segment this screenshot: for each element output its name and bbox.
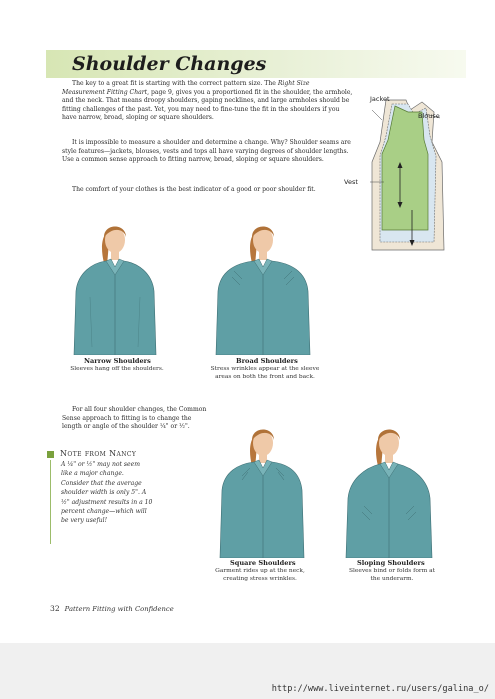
sloping-shoulders-illustration xyxy=(340,410,438,558)
four-changes-paragraph: For all four shoulder changes, the Common Sense approach to fitting is to change the length or angle of the shoulder ¼" or ½". xyxy=(62,406,207,431)
diagram-label-jacket: Jacket xyxy=(370,95,390,103)
figure-title-square: Square Shoulders xyxy=(230,559,296,567)
figure-title-broad: Broad Shoulders xyxy=(236,357,298,365)
broad-shoulders-illustration xyxy=(212,207,312,355)
page-title: Shoulder Changes xyxy=(72,53,267,75)
figure-title-sloping: Sloping Shoulders xyxy=(357,559,425,567)
note-body: A ¼" or ½" may not seem like a major change. Consider that the average shoulder width is only 5". A ½" adjustment results in a 10 percent change—which will be very useful! xyxy=(61,461,153,525)
watermark-url: http://www.liveinternet.ru/users/galina_o/ xyxy=(271,684,489,694)
figure-caption-narrow: Sleeves hang off the shoulders. xyxy=(70,366,164,372)
page-footer xyxy=(50,604,174,613)
diagram-label-blouse: Blouse xyxy=(418,112,440,120)
intro-paragraph: The key to a great fit is starting with the correct pattern size. The Right Size Measurement Fitting Chart, page 9, gives you a proportioned fit in the shoulder, the armhole, and the neck. That means droopy shoulders, gaping necklines, and large armholes should be fitting challenges of the past. Yet, you may need to fine-tune the fit in the shoulders if you have narrow, broad, sloping or square shoulders. xyxy=(62,80,353,122)
figure-title-narrow: Narrow Shoulders xyxy=(84,357,151,365)
book-title: Pattern Fitting with Confidence xyxy=(64,605,174,613)
figure-caption-square: Garment rides up at the neck, creating stress wrinkles. xyxy=(215,568,305,582)
page-number: 32 xyxy=(50,604,60,613)
note-rule xyxy=(50,460,51,544)
garment-layers-diagram xyxy=(362,92,457,252)
measure-paragraph: It is impossible to measure a shoulder and determine a change. Why? Shoulder seams are style features—jackets, blouses, vests and tops all have varying degrees of shoulder lengths. Use a common sense approach to fitting narrow, broad, sloping or square shoulders. xyxy=(62,139,351,164)
figure-caption-broad: Stress wrinkles appear at the sleeve areas on both the front and back. xyxy=(210,366,320,380)
diagram-label-vest: Vest xyxy=(344,178,358,186)
figure-caption-sloping: Sleeves bind or folds form at the underarm. xyxy=(348,568,436,582)
note-heading: Note from Nancy xyxy=(60,449,137,458)
narrow-shoulders-illustration xyxy=(66,207,161,355)
comfort-paragraph: The comfort of your clothes is the best indicator of a good or poor shoulder fit. xyxy=(72,186,316,193)
note-marker-icon xyxy=(47,451,54,458)
square-shoulders-illustration xyxy=(212,410,312,558)
